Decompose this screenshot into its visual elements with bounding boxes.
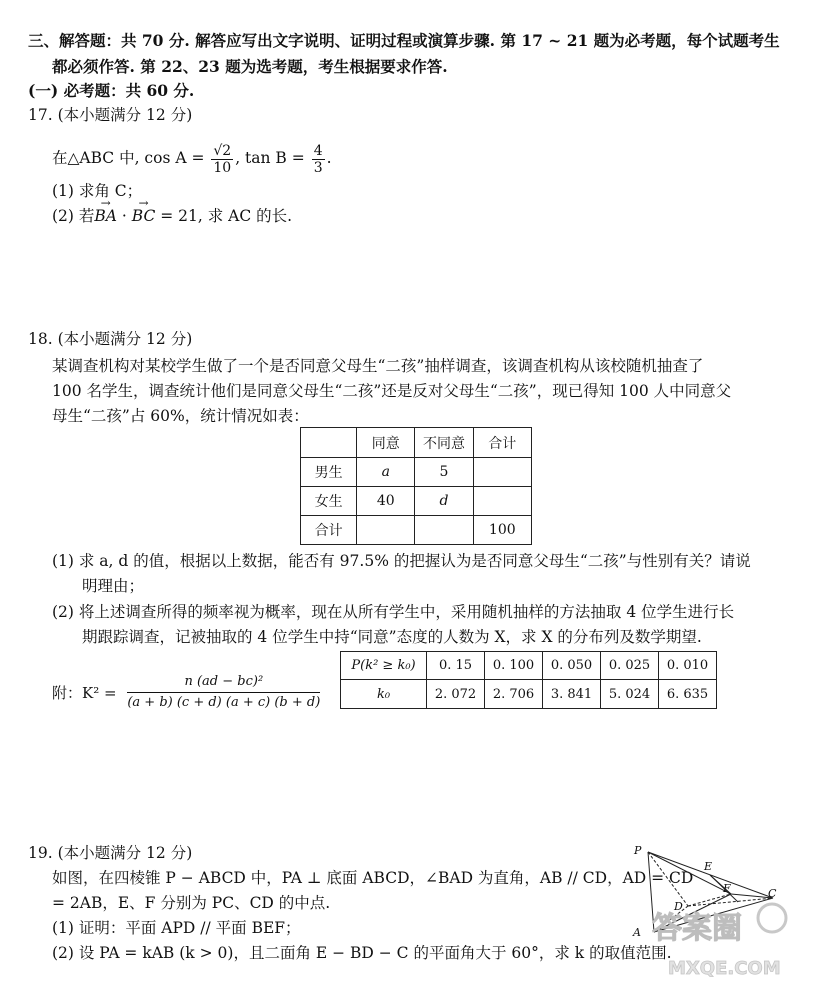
label-d: D	[674, 900, 683, 913]
q18-paragraph-line1: 某调查机构对某校学生做了一个是否同意父母生“二孩”抽样调查，该调查机构从该校随机抽查了	[52, 357, 704, 375]
survey-table	[300, 427, 532, 545]
table-cell: 0. 050	[543, 652, 601, 680]
table-row	[301, 458, 532, 487]
required-section-title: (一) 必考题：共 60 分.	[28, 81, 195, 100]
table-cell: 合计	[301, 516, 357, 545]
label-p: P	[634, 844, 642, 857]
table-cell: 3. 841	[543, 680, 601, 709]
svg-text:答案圈: 答案圈	[652, 911, 742, 946]
q19-part2: (2) 设 PA = kAB (k > 0)，且二面角 E − BD − C 的平面角大于 60°，求 k 的取值范围.	[52, 944, 672, 962]
q18-part1-line1: (1) 求 a, d 的值，根据以上数据，能否有 97.5% 的把握认为是否同意父母生“二孩”与性别有关？请说	[52, 552, 751, 570]
q19-paragraph-line2: = 2AB，E、F 分别为 PC、CD 的中点.	[52, 894, 331, 912]
vector-bc: → BC	[132, 205, 156, 227]
q17-part2	[52, 205, 292, 227]
table-cell: 40	[357, 487, 415, 516]
table-cell: a	[357, 458, 415, 487]
table-row	[341, 652, 717, 680]
table-cell: P(k² ≥ k₀)	[341, 652, 427, 680]
table-row	[301, 516, 532, 545]
vector-ba: → BA	[94, 205, 117, 227]
table-row	[341, 680, 717, 709]
table-cell: 5	[415, 458, 473, 487]
table-cell: k₀	[341, 680, 427, 709]
label-f: F	[723, 882, 731, 895]
table-cell: 0. 010	[659, 652, 717, 680]
label-c: C	[768, 887, 777, 900]
q18-paragraph-line3: 母生“二孩”占 60%，统计情况如表：	[52, 407, 309, 425]
q18-paragraph-line2: 100 名学生，调查统计他们是同意父母生“二孩”还是反对父母生“二孩”，现已得知 100 人中同意父	[52, 382, 732, 400]
table-cell: 2. 072	[427, 680, 485, 709]
table-cell	[473, 458, 531, 487]
critical-value-table	[340, 651, 717, 709]
cos-denominator: 10	[213, 159, 232, 176]
table-cell	[415, 516, 473, 545]
site-watermark-logo	[652, 898, 792, 986]
q17-part2-suffix: = 21, 求 AC 的长.	[155, 207, 293, 225]
q19-header: 19. (本小题满分 12 分)	[28, 844, 193, 862]
table-cell: 2. 706	[485, 680, 543, 709]
table-cell: 100	[473, 516, 531, 545]
q18-part2-line1: (2) 将上述调查所得的频率视为概率，现在从所有学生中，采用随机抽样的方法抽取 4 位学生进行长	[52, 603, 735, 621]
table-cell: 0. 100	[485, 652, 543, 680]
q17-part1: (1) 求角 C；	[52, 182, 143, 200]
section-intro-line1: 三、解答题：共 70 分. 解答应写出文字说明、证明过程或演算步骤. 第 17 ~ 21 题为必考题，每个试题考生	[28, 31, 780, 50]
k2-denominator: (a + b) (c + d) (a + c) (b + d)	[127, 695, 321, 710]
q17-given-prefix: 在△ABC 中, cos A =	[52, 149, 205, 167]
table-header-cell: 同意	[357, 428, 415, 458]
table-row	[301, 487, 532, 516]
tan-denominator: 3	[313, 159, 323, 176]
q17-given-mid: , tan B =	[235, 149, 305, 167]
table-header-cell	[301, 428, 357, 458]
section-intro-line2: 都必须作答. 第 22、23 题为选考题，考生根据要求作答.	[52, 57, 448, 76]
edge-pb	[648, 852, 731, 894]
watermark-icon	[652, 898, 792, 986]
svg-text:MXQE.COM: MXQE.COM	[668, 958, 781, 979]
table-cell	[357, 516, 415, 545]
table-header-cell: 合计	[473, 428, 531, 458]
q18-header: 18. (本小题满分 12 分)	[28, 330, 193, 348]
tan-b-fraction	[312, 143, 325, 176]
q17-part2-prefix: (2) 若	[52, 207, 95, 225]
q18-part1-line2: 明理由；	[82, 577, 145, 595]
label-a: A	[633, 926, 641, 939]
dot-operator: ·	[116, 207, 132, 225]
appendix-label: 附：K² =	[52, 684, 117, 702]
k2-fraction	[127, 672, 320, 713]
cos-numerator: √2	[213, 142, 232, 159]
table-cell: 6. 635	[659, 680, 717, 709]
q19-part1: (1) 证明：平面 APD // 平面 BEF；	[52, 919, 301, 937]
q17-header: 17. (本小题满分 12 分)	[28, 106, 193, 124]
q19-paragraph-line1: 如图，在四棱锥 P − ABCD 中，PA ⊥ 底面 ABCD，∠BAD 为直角，AB // CD，AD = CD	[52, 869, 694, 887]
table-cell: 0. 15	[427, 652, 485, 680]
table-cell: 女生	[301, 487, 357, 516]
table-header-cell: 不同意	[415, 428, 473, 458]
table-cell: d	[415, 487, 473, 516]
table-cell: 5. 024	[601, 680, 659, 709]
q18-part2-line2: 期跟踪调查，记被抽取的 4 位学生中持“同意”态度的人数为 X，求 X 的分布列及数学期望.	[82, 628, 702, 646]
table-cell: 0. 025	[601, 652, 659, 680]
label-e: E	[704, 860, 713, 873]
tan-numerator: 4	[313, 142, 323, 159]
q17-given	[52, 138, 332, 178]
cos-a-fraction	[211, 143, 233, 176]
table-cell: 男生	[301, 458, 357, 487]
k2-formula	[52, 672, 322, 720]
q17-given-end: .	[326, 149, 332, 167]
k2-numerator: n (ad − bc)²	[127, 672, 320, 693]
survey-table-header-row	[301, 428, 532, 458]
table-cell	[473, 487, 531, 516]
